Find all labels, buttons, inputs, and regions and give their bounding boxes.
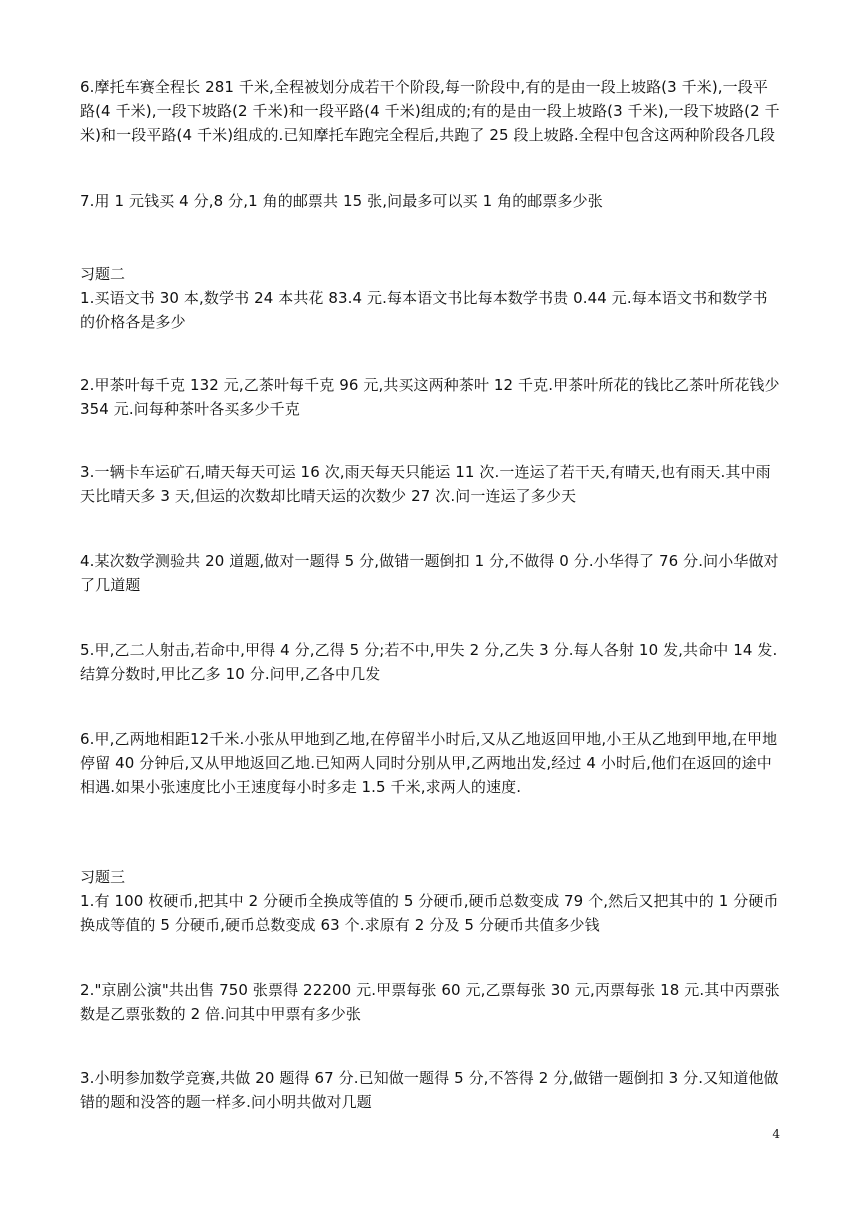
- exercise-3-problem-2: 2."京剧公演"共出售 750 张票得 22200 元.甲票每张 60 元,乙票每张 30 元,丙票每张 18 元.其中丙票张数是乙票张数的 2 倍.问其中甲票有多少张: [80, 981, 780, 1023]
- exercise-2-problem-4: 4.某次数学测验共 20 道题,做对一题得 5 分,做错一题倒扣 1 分,不做得 0 分.小华得了 76 分.问小华做对了几道题: [80, 552, 779, 594]
- problem-7: 7.用 1 元钱买 4 分,8 分,1 角的邮票共 15 张,问最多可以买 1 角的邮票多少张: [80, 192, 603, 210]
- exercise-2-problem-5: 5.甲,乙二人射击,若命中,甲得 4 分,乙得 5 分;若不中,甲失 2 分,乙失 3 分.每人各射 10 发,共命中 14 发.结算分数时,甲比乙多 10 分.问甲,乙各中几发: [80, 641, 778, 683]
- exercise-2-problem-3: 3.一辆卡车运矿石,晴天每天可运 16 次,雨天每天只能运 11 次.一连运了若干天,有晴天,也有雨天.其中雨天比晴天多 3 天,但运的次数却比晴天运的次数少 27 次.问一连运了多少天: [80, 463, 771, 505]
- section-title-exercise-2: 习题二: [80, 265, 126, 283]
- exercise-2-problem-1: 1.买语文书 30 本,数学书 24 本共花 83.4 元.每本语文书比每本数学书贵 0.44 元.每本语文书和数学书的价格各是多少: [80, 289, 768, 331]
- exercise-3-problem-3: 3.小明参加数学竞赛,共做 20 题得 67 分.已知做一题得 5 分,不答得 2 分,做错一题倒扣 3 分.又知道他做错的题和没答的题一样多.问小明共做对几题: [80, 1069, 779, 1111]
- exercise-2-problem-2: 2.甲茶叶每千克 132 元,乙茶叶每千克 96 元,共买这两种茶叶 12 千克.甲茶叶所花的钱比乙茶叶所花钱少 354 元.问每种茶叶各买多少千克: [80, 376, 780, 418]
- exercise-3-problem-1: 1.有 100 枚硬币,把其中 2 分硬币全换成等值的 5 分硬币,硬币总数变成 79 个,然后又把其中的 1 分硬币换成等值的 5 分硬币,硬币总数变成 63 个.求原有 2 分及 5 分硬币共值多少钱: [80, 892, 779, 934]
- page-number: 4: [772, 1127, 780, 1141]
- exercise-2-problem-6: 6.甲,乙两地相距12千米.小张从甲地到乙地,在停留半小时后,又从乙地返回甲地,小王从乙地到甲地,在甲地停留 40 分钟后,又从甲地返回乙地.已知两人同时分别从甲,乙两地出发,经过 4 小时后,他们在返回的途中相遇.如果小张速度比小王速度每小时多走 1.5 千米,求两人的速度.: [80, 730, 778, 796]
- section-title-exercise-3: 习题三: [80, 868, 126, 886]
- problem-6: 6.摩托车赛全程长 281 千米,全程被划分成若干个阶段,每一阶段中,有的是由一段上坡路(3 千米),一段平路(4 千米),一段下坡路(2 千米)和一段平路(4 千米)组成的;有的是由一段上坡路(3 千米),一段下坡路(2 千米)和一段平路(4 千米)组成的.已知摩托车跑完全程后,共跑了 25 段上坡路.全程中包含这两种阶段各几段: [80, 78, 780, 144]
